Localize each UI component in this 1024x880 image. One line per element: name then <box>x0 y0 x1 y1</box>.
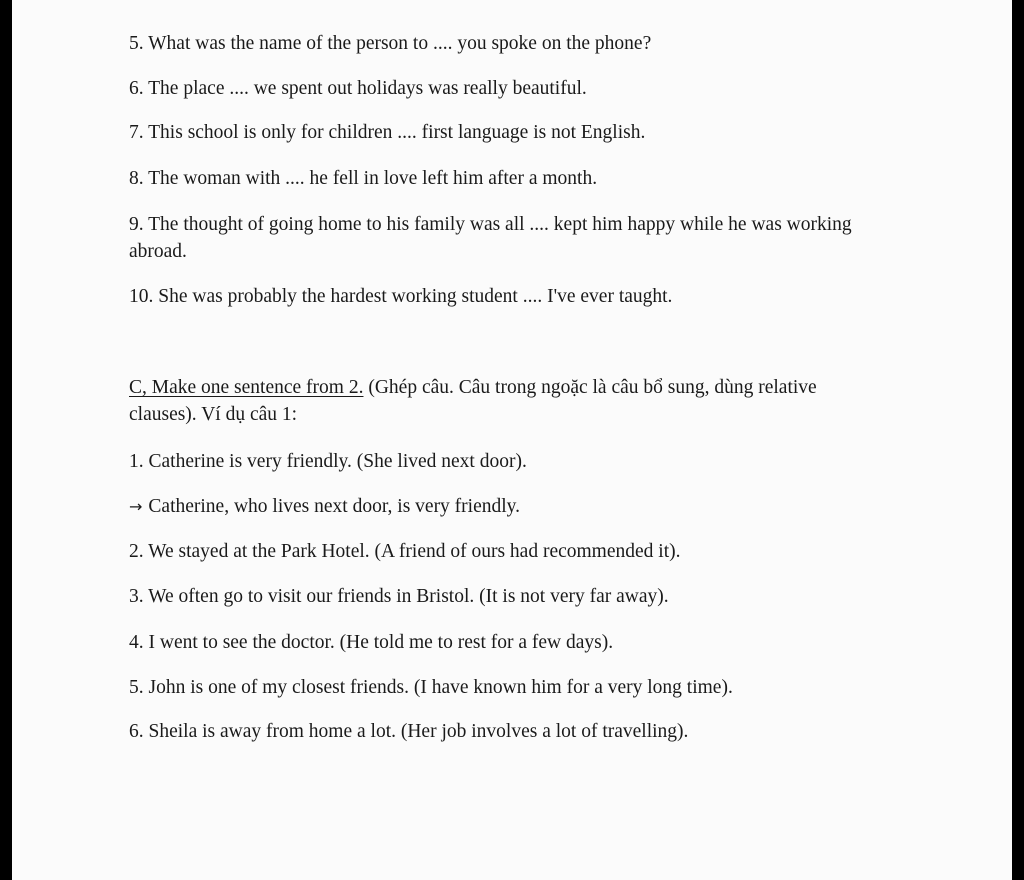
question-10: 10. She was probably the hardest working student .... I've ever taught. <box>129 286 673 307</box>
example-answer <box>129 495 520 519</box>
section-c-instruction: (Ghép câu. Câu trong ngoặc là câu bổ sung, dùng relative <box>363 377 817 398</box>
question-6: 6. The place .... we spent out holidays was really beautiful. <box>129 78 587 99</box>
exercise-2: 2. We stayed at the Park Hotel. (A friend of ours had recommended it). <box>129 541 681 562</box>
worksheet-page <box>12 0 1012 880</box>
question-9-line-1: 9. The thought of going home to his family was all .... kept him happy while he was working <box>129 214 852 235</box>
section-c-heading-line-2: clauses). Ví dụ câu 1: <box>129 404 298 425</box>
arrow-icon: → <box>129 497 143 516</box>
exercise-6: 6. Sheila is away from home a lot. (Her job involves a lot of travelling). <box>129 721 689 742</box>
section-c-title: C, Make one sentence from 2. <box>129 377 364 398</box>
exercise-3: 3. We often go to visit our friends in Bristol. (It is not very far away). <box>129 586 669 607</box>
exercise-4: 4. I went to see the doctor. (He told me to rest for a few days). <box>129 632 614 653</box>
question-7: 7. This school is only for children .... first language is not English. <box>129 122 646 143</box>
section-c-heading <box>129 376 817 400</box>
question-8: 8. The woman with .... he fell in love left him after a month. <box>129 168 598 189</box>
question-9-line-2: abroad. <box>129 241 187 262</box>
example-answer-text: Catherine, who lives next door, is very friendly. <box>148 496 521 517</box>
exercise-5: 5. John is one of my closest friends. (I have known him for a very long time). <box>129 677 733 698</box>
exercise-1: 1. Catherine is very friendly. (She lived next door). <box>129 451 527 472</box>
question-5: 5. What was the name of the person to .... you spoke on the phone? <box>129 33 652 54</box>
